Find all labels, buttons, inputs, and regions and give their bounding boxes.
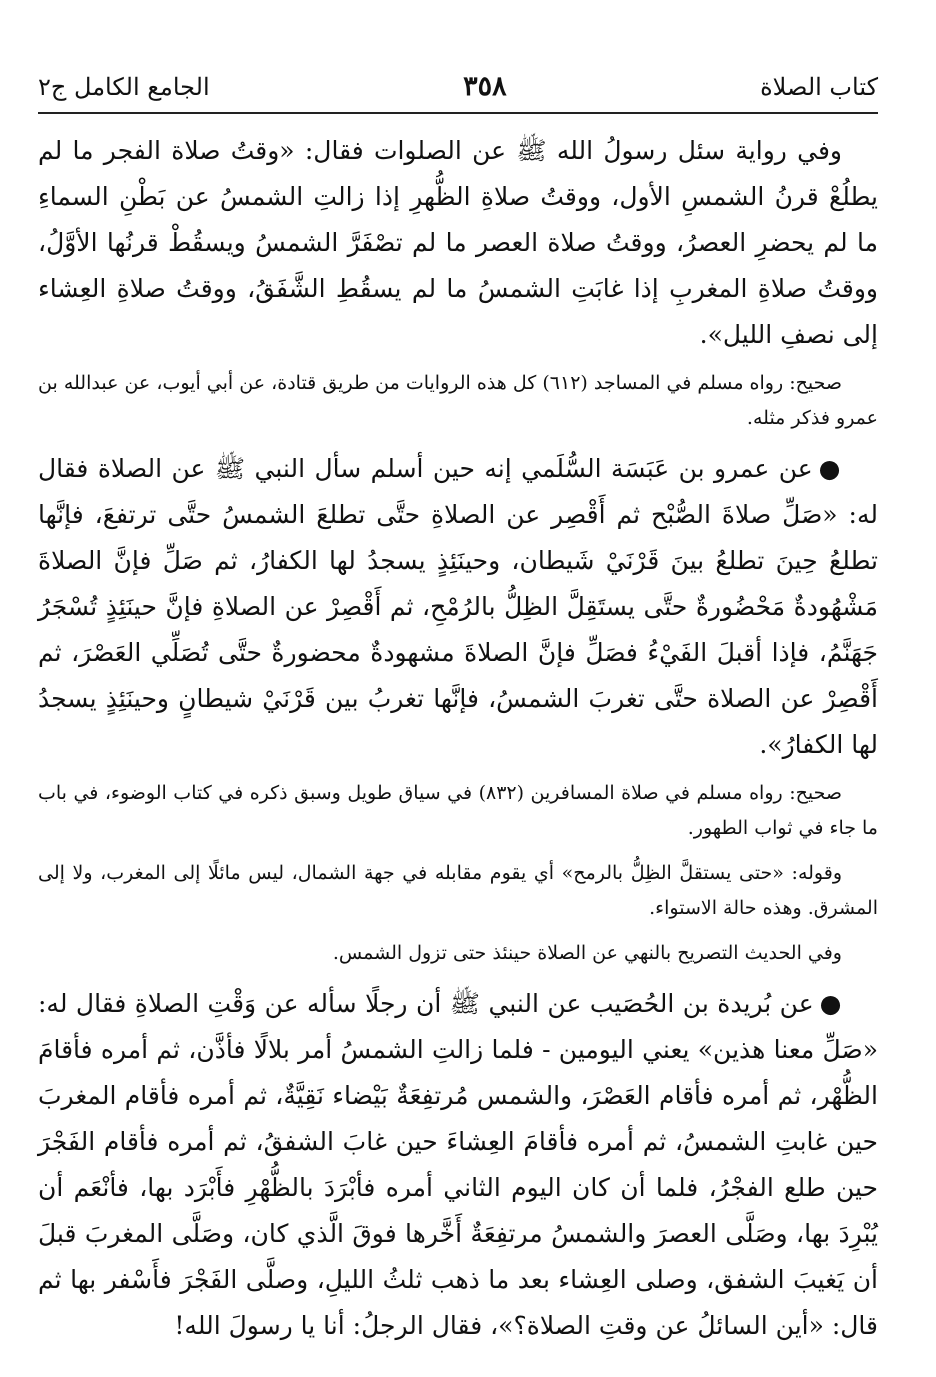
commentary-note: صحيح: رواه مسلم في صلاة المسافرين (٨٣٢) في سياق طويل وسبق ذكره في كتاب الوضوء، في باب ما جاء في ثواب الطهور. <box>38 782 878 839</box>
page-body <box>38 128 878 1349</box>
commentary-note: وفي الحديث التصريح بالنهي عن الصلاة حينئذ حتى تزول الشمس. <box>332 942 842 964</box>
header-rule <box>38 112 878 114</box>
paragraph-text: وفي رواية سئل رسولُ الله ﷺ عن الصلوات فقال: «وقتُ صلاة الفجر ما لم يطلُعْ قرنُ الشمسِ الأول، ووقتُ صلاةِ الظُّهرِ إذا زالتِ الشمسُ عن بَطْنِ السماءِ ما لم يحضرِ العصرُ، ووقتُ صلاة العصر ما لم تصْفَرَّ الشمسُ ويسقُطْ قرنُها الأوَّلُ، ووقتُ صلاةِ المغربِ إذا غابَتِ الشمسُ ما لم يسقُطِ الشَّفَقُ، ووقتُ صلاةِ العِشاء إلى نصفِ الليل». <box>38 136 878 349</box>
body-paragraph <box>38 128 878 358</box>
header-chapter-title: كتاب الصلاة <box>760 73 878 101</box>
body-paragraph <box>38 446 878 768</box>
page-number: ٣٥٨ <box>463 71 507 102</box>
paragraph-text: عن بُريدة بن الحُصَيب عن النبي ﷺ أن رجلًا سأله عن وَقْتِ الصلاةِ فقال له: «صَلِّ معنا هذين» يعني اليومين - فلما زالتِ الشمسُ أمر بلالًا فأذَّن، ثم أمره فأقامَ الظُّهْر، ثم أمره فأقام العَصْرَ، والشمس مُرتفِعَةٌ بَيْضاء نَقِيَّةٌ، ثم أمره فأقام المغربَ حين غابتِ الشمسُ، ثم أمره فأقامَ العِشاءَ حين غابَ الشفقُ، ثم أمره فأقام الفَجْرَ حين طلع الفجْرُ، فلما أن كان اليوم الثاني أمره فأبْرَدَ بالظُّهْرِ فأَبْرَد بها، فأنْعَم أن يُبْرِدَ بها، وصَلَّى العصرَ والشمسُ مرتفِعَةٌ أَخَّرها فوقَ الَّذي كان، وصَلَّى المغربَ قبلَ أن يَغيبَ الشفق، وصلى العِشاء بعد ما ذهب ثلثُ الليلِ، وصلَّى الفَجْرَ فأَسْفر بها ثم قال: «أين السائلُ عن وقتِ الصلاة؟»، فقال الرجلُ: أنا يا رسولَ الله! <box>38 989 878 1340</box>
running-header <box>38 62 878 112</box>
hadith-bullet: ● <box>819 989 842 1018</box>
paragraph-text: عن عمرو بن عَبَسَة السُّلَمي إنه حين أسلم سأل النبي ﷺ عن الصلاة فقال له: «صَلِّ صلاةَ الصُّبْح ثم أَقْصِر عن الصلاةِ حتَّى تطلعَ الشمسُ حتَّى ترتفعَ، فإنَّها تطلعُ حِينَ تطلعُ بينَ قَرْنَيْ شَيطان، وحينَئِذٍ يسجدُ لها الكفارُ، ثم صَلِّ فإنَّ الصلاةَ مَشْهُودةٌ مَحْضُورةٌ حتَّى يستَقِلَّ الظِلُّ بالرُمْحِ، ثم أَقْصِرْ عن الصلاةِ فإنَّ حينَئِذٍ تُسْجَرُ جَهَنَّمُ، فإذا أقبلَ الفَيْءُ فصَلِّ فإنَّ الصلاةَ مشهودةٌ محضورةٌ حتَّى تُصَلِّي العَصْرَ، ثم أَقْصِرْ عن الصلاة حتَّى تغربَ الشمسُ، فإنَّها تغربُ بين قَرْنَيْ شيطانٍ وحينَئِذٍ يسجدُ لها الكفارُ». <box>38 454 878 759</box>
hadith-bullet: ● <box>818 454 842 483</box>
commentary-note: صحيح: رواه مسلم في المساجد (٦١٢) كل هذه الروايات من طريق قتادة، عن أبي أيوب، عن عبدالله بن عمرو فذكر مثله. <box>38 372 878 429</box>
header-book-title: الجامع الكامل ج٢ <box>38 73 210 101</box>
book-page <box>38 62 878 1349</box>
body-paragraph <box>38 981 878 1349</box>
commentary-note: وقوله: «حتى يستقلَّ الظِلُّ بالرمح» أي يقوم مقابله في جهة الشمال، ليس مائلًا إلى المغرب، ولا إلى المشرق. وهذه حالة الاستواء. <box>38 862 878 919</box>
